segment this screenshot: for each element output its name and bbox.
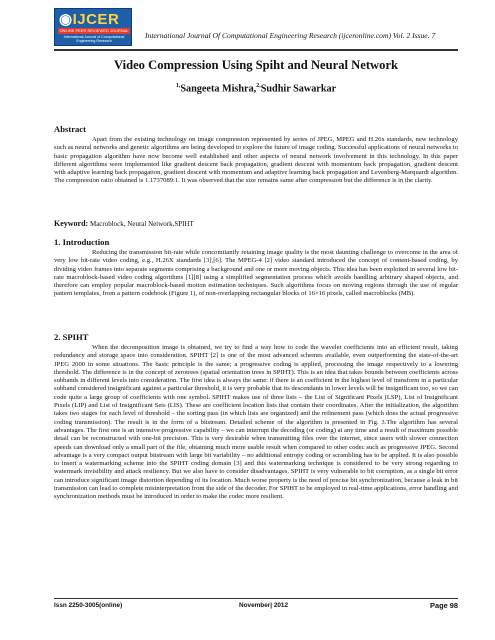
keywords: Keyword: Macroblock, Neural Network,SPIHT xyxy=(54,219,194,228)
footer-issn: Issn 2250-3005(online) xyxy=(54,602,123,609)
footer-date: November| 2012 xyxy=(239,602,289,609)
footer-page-number: Page 98 xyxy=(430,601,458,610)
abstract-text: Apart from the existing technology on image compression represented by series of JPEG, MPEG and H.26x standards, new technology such as neural networks and genetic algorithms are being developed to explore the future of image coding. Successful applications of neural networks to basic propagation algorithm have now become well established and other aspects of neural network involvement in this technology. In this paper different algorithms were implemented like gradient descent back propagation, gradient descent with momentum back propagation, gradient descent with adaptive learning back propagation, gradient descent with momentum and adaptive learning back propagation and Levenberg-Marquardt algorithm. The compression ratio obtained is 1.1737089:1. It was observed that the size remains same after compression but the difference is in the clarity. xyxy=(54,136,458,185)
section-spiht-heading: 2. SPIHT xyxy=(54,332,89,342)
paper-title: Video Compression Using Spiht and Neural Network xyxy=(113,58,399,72)
header-rule xyxy=(54,49,458,51)
abstract-heading: Abstract xyxy=(54,124,86,134)
paper-authors: $^{1,}$Sangeeta Mishra,$^{2,}$Sudhir Sawarkar xyxy=(175,83,337,95)
section-introduction-text: Reducing the transmission bit-rate while concomitantly retaining image quality is the most daunting challenge to overcome in the area of very low bit-rate video coding, e.g., H.26X standards [3],[6]. The MPEG-4 [2] video standard introduced the concept of content-based coding, by dividing video frames into separate segments comprising a background and one or more moving objects. This idea has been exploited in several low bit-rate macroblock-based video coding algorithms [1][8] using a simplified segmentation process which avoids handling arbitrary shaped objects, and therefore can employ popular macroblock-based motion estimation techniques. Such algorithms focus on moving regions through the use of regular pattern templates, from a pattern codebook (Figure 1), of non-overlapping rectangular blocks of 16×16 pixels, called macroblocks (MB). xyxy=(54,249,458,298)
journal-logo xyxy=(54,8,132,46)
logo-tagline: International Journal of Computational Engineering Research xyxy=(63,35,125,44)
logo-ribbon: ONLINE PEER REVIEWED JOURNAL xyxy=(59,28,129,33)
journal-header: International Journal Of Computational Engineering Research (ijceronline.com) Vol. 2 Issue. 7 xyxy=(145,31,436,40)
page-footer xyxy=(54,598,458,611)
logo-wordmark: ◉IJCER xyxy=(59,11,120,28)
section-introduction-heading: 1. Introduction xyxy=(54,237,110,247)
section-spiht-text: When the decomposition image is obtained, we try to find a way how to code the wavelet coefficients into an efficient result, taking redundancy and storage space into consideration. SPIHT [2] is one of the most advanced schemes available, even outperforming the state-of-the-art JPEG 2000 in some situations. The basic principle is the same; a progressive coding is applied, processing the image respectively to a lowering threshold. The difference is in the concept of zerotrees (spatial orientation trees in SPIHT). This is an idea that takes bounds between coefficients across subbands in different levels into consideration. The first idea is always the same: if there is an coefficient in the highest level of transform in a particular subband considered insignificant against a particular threshold, it is very probable that its descendants in lower levels will be insignificant too, so we can code quite a large group of coefficients with one symbol. SPIHT makes use of three lists – the List of Significant Pixels (LSP), List of Insignificant Pixels (LIP) and List of Insignificant Sets (LIS). These are coefficient location lists that contain their coordinates. After the initialization, the algorithm takes two stages for each level of threshold – the sorting pass (in which lists are organized) and the refinement pass (which does the actual progressive coding transmission). The result is in the form of a bitstream. Detailed scheme of the algorithm is presented in Fig. 3.The algorithm has several advantages. The first one is an intensive progressive capability – we can interrupt the decoding (or coding) at any time and a result of maximum possible detail can be reconstructed with one-bit precision. This is very desirable when transmitting files over the internet, since users with slower connection speeds can download only a small part of the file, obtaining much more usable result when compared to other codec such as progressive JPEG. Second advantage is a very compact output bitstream with large bit variability – no additional entropy coding or scrambling has to be applied. It is also possible to insert a watermarking scheme into the SPIHT coding domain [3] and this watermarking technique is considered to be very strong regarding to watermark invisibility and attack resiliency. But we also have to consider disadvantages. SPIHT is very vulnerable to bit corruption, as a single bit error can introduce significant image distortion depending of its location. Much worse property is the need of precise bit synchronization, because a leak in bit transmission can lead to complete misinterpretation from the side of the decoder. For SPIHT to be employed in real-time applications, error handling and synchronization methods must be introduced in order to make the codec more resilient. xyxy=(54,344,458,501)
